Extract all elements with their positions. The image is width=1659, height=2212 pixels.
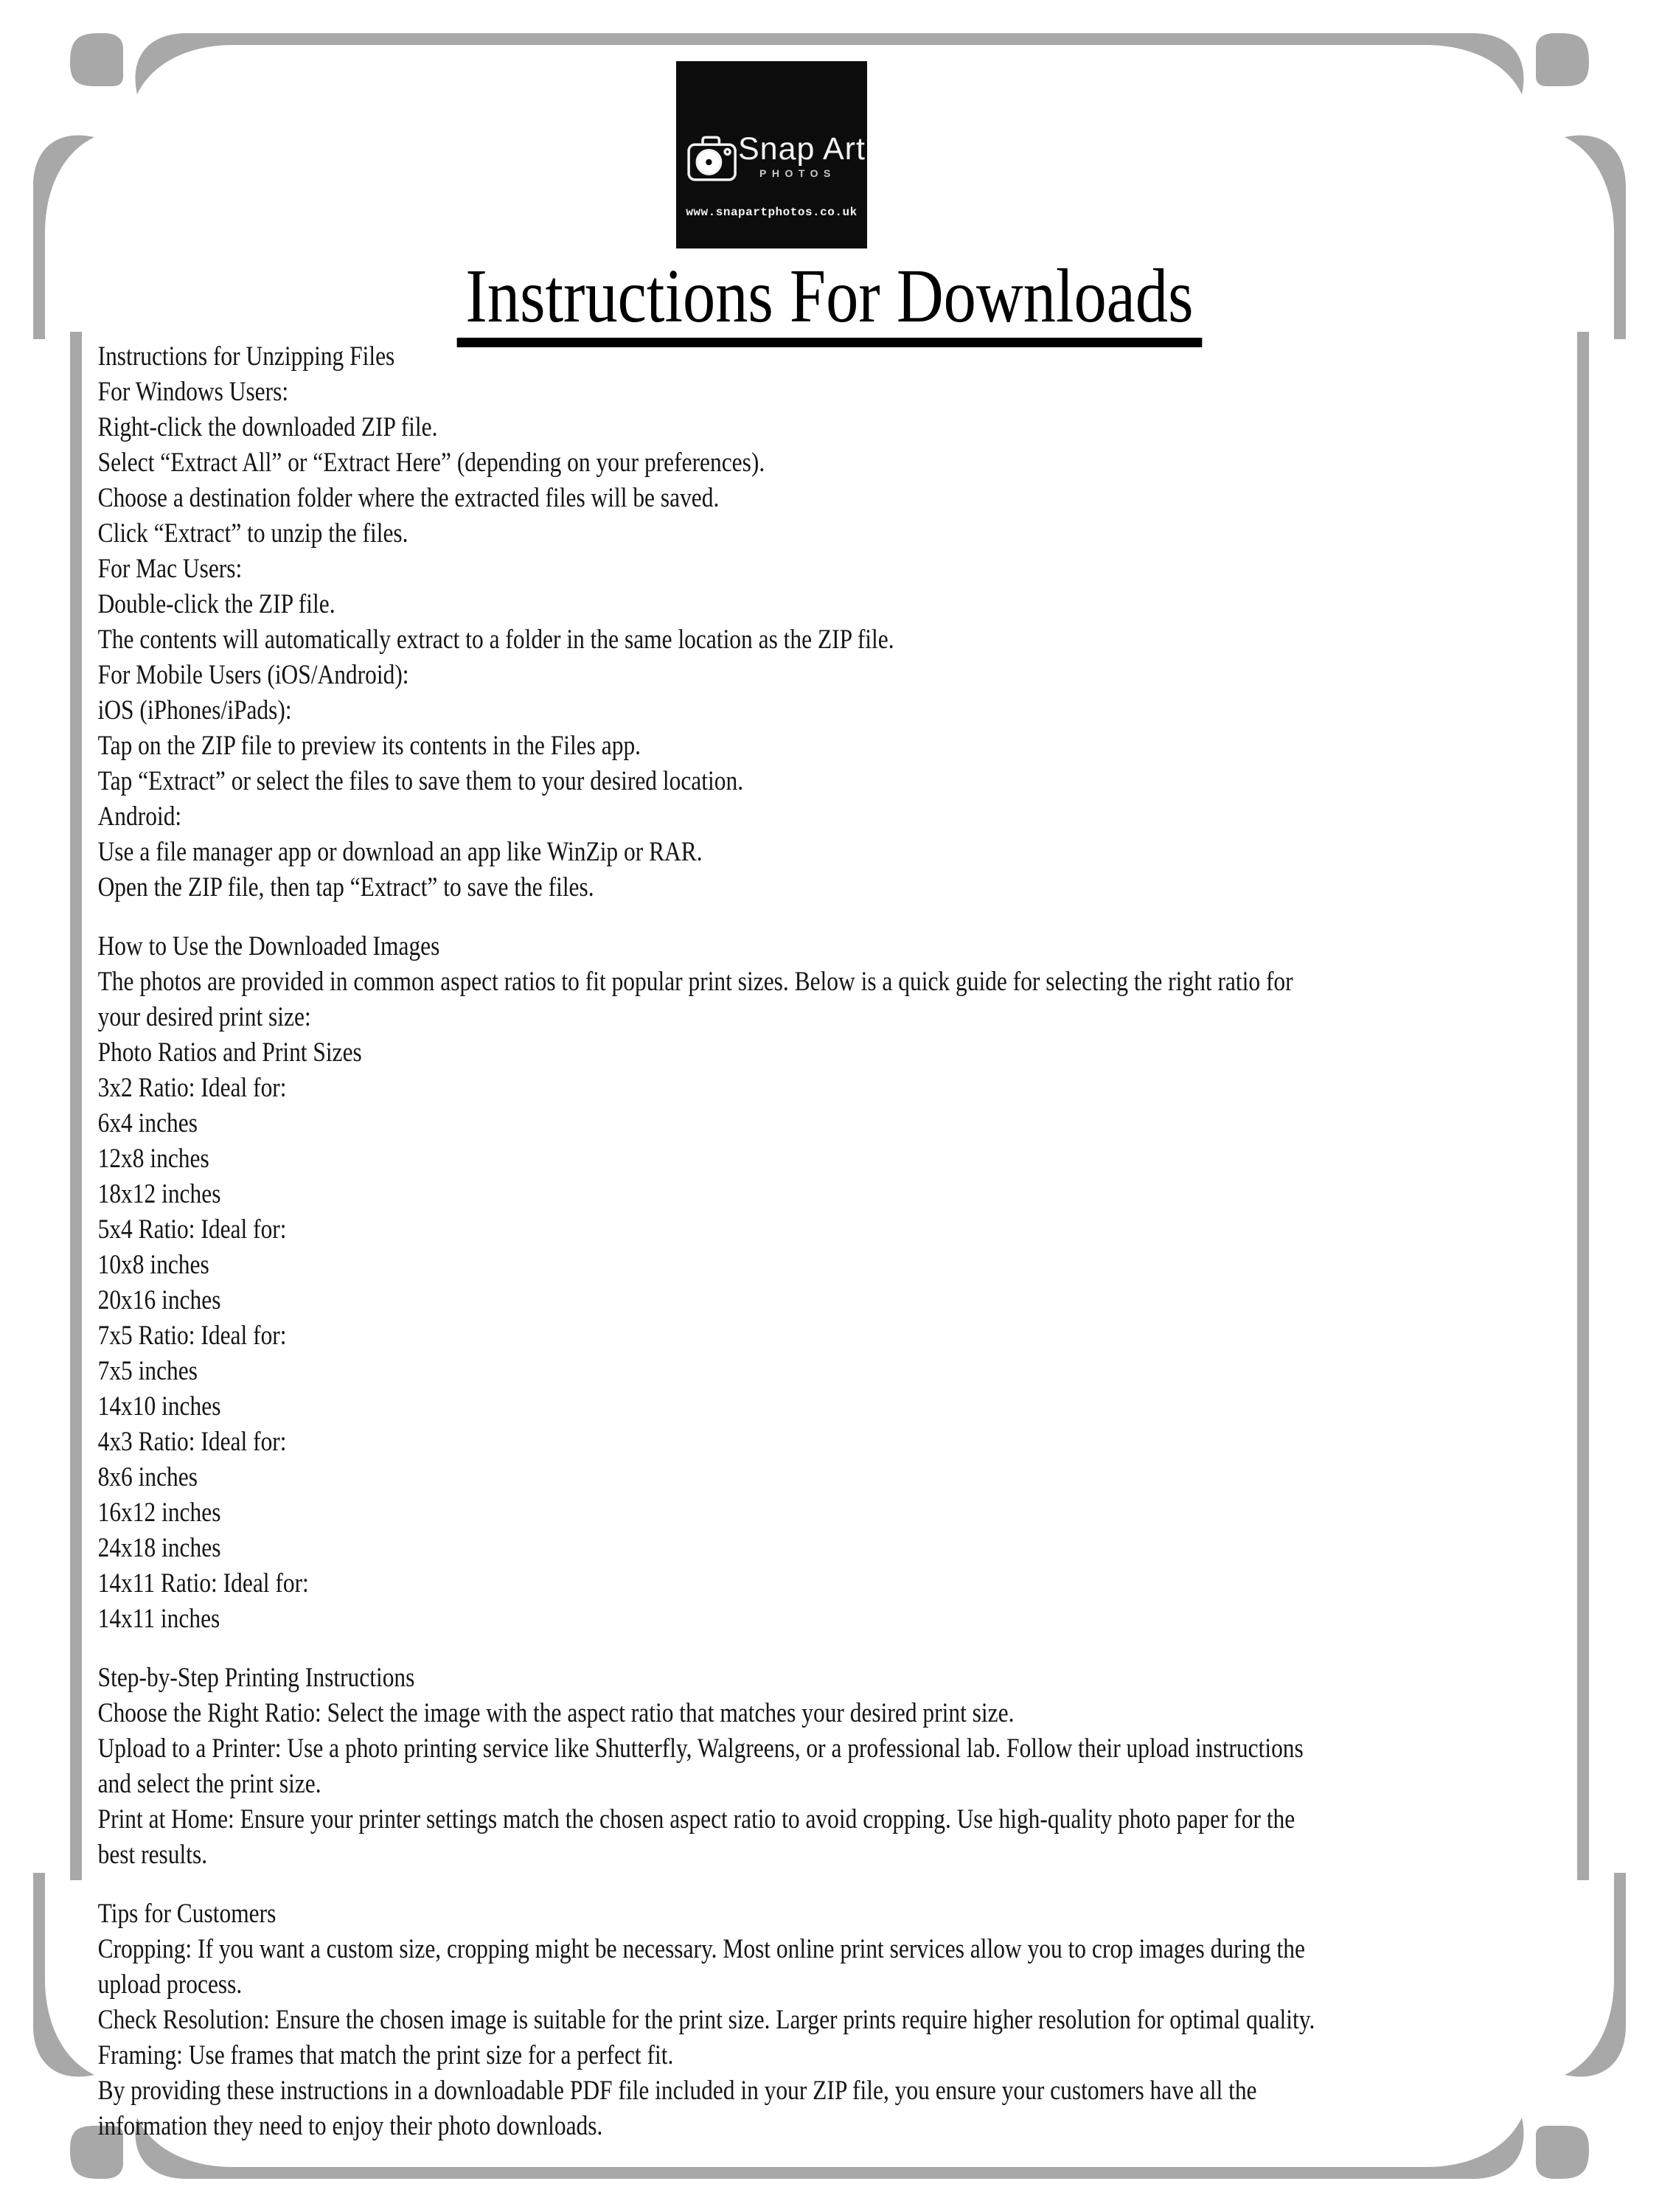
text-line: 16x12 inches: [97, 1498, 221, 1528]
text-line: iOS (iPhones/iPads):: [97, 695, 292, 726]
text-line: The photos are provided in common aspect ratios to fit popular print sizes. Below is a quick guide for selecting the right ratio for: [97, 967, 1293, 997]
text-line: 7x5 inches: [97, 1356, 198, 1386]
text-line: 24x18 inches: [97, 1533, 221, 1563]
text-line: Tips for Customers: [97, 1899, 276, 1929]
text-line: Tap on the ZIP file to preview its contents in the Files app.: [97, 731, 641, 761]
text-line: 4x3 Ratio: Ideal for:: [97, 1427, 287, 1457]
text-line: upload process.: [97, 1969, 243, 2000]
text-line: Framing: Use frames that match the print size for a perfect fit.: [97, 2040, 674, 2070]
text-line: and select the print size.: [97, 1769, 321, 1799]
text-line: Photo Ratios and Print Sizes: [97, 1037, 362, 1068]
text-line: Use a file manager app or download an app like WinZip or RAR.: [97, 837, 703, 867]
text-line: Click “Extract” to unzip the files.: [97, 518, 408, 549]
text-line: Choose the Right Ratio: Select the image with the aspect ratio that matches your desired print size.: [97, 1698, 1015, 1728]
document-section: [98, 1896, 1315, 2144]
text-line: 8x6 inches: [97, 1462, 198, 1492]
text-line: Open the ZIP file, then tap “Extract” to save the files.: [97, 872, 594, 902]
text-line: Android:: [97, 801, 182, 832]
document-section: [98, 929, 1315, 1637]
text-line: For Mac Users:: [97, 554, 243, 584]
text-line: Instructions for Unzipping Files: [97, 341, 395, 372]
brand-subtitle: PHOTOS: [759, 167, 836, 179]
text-line: By providing these instructions in a downloadable PDF file included in your ZIP file, you ensure your customers have all the: [97, 2076, 1257, 2106]
text-line: Check Resolution: Ensure the chosen image is suitable for the print size. Larger prints require higher resolution for optimal quality.: [97, 2005, 1315, 2035]
brand-logo: [676, 61, 867, 248]
text-line: Right-click the downloaded ZIP file.: [97, 412, 438, 442]
text-line: Select “Extract All” or “Extract Here” (depending on your preferences).: [97, 448, 765, 478]
text-line: 12x8 inches: [97, 1144, 209, 1174]
text-line: best results.: [97, 1840, 208, 1870]
camera-icon: [687, 134, 739, 183]
text-line: Step-by-Step Printing Instructions: [97, 1663, 415, 1693]
text-line: Double-click the ZIP file.: [97, 589, 335, 619]
text-line: For Windows Users:: [97, 377, 289, 407]
page-title: Instructions For Downloads: [457, 258, 1203, 347]
text-line: 3x2 Ratio: Ideal for:: [97, 1073, 287, 1103]
text-line: 14x10 inches: [97, 1391, 221, 1422]
text-line: 18x12 inches: [97, 1179, 221, 1209]
text-line: 7x5 Ratio: Ideal for:: [97, 1321, 287, 1351]
text-line: Print at Home: Ensure your printer settings match the chosen aspect ratio to avoid cropping. Use high-quality photo paper for the: [97, 1804, 1295, 1834]
text-line: Cropping: If you want a custom size, cropping might be necessary. Most online print services allow you to crop images during the: [97, 1934, 1305, 1964]
text-line: How to Use the Downloaded Images: [97, 931, 440, 961]
text-line: For Mobile Users (iOS/Android):: [97, 660, 409, 690]
text-line: information they need to enjoy their photo downloads.: [97, 2111, 603, 2141]
text-line: your desired print size:: [97, 1002, 311, 1032]
text-line: Upload to a Printer: Use a photo printing service like Shutterfly, Walgreens, or a professional lab. Follow their upload instructions: [97, 1733, 1304, 1764]
title-wrap: [0, 254, 1659, 347]
text-line: 5x4 Ratio: Ideal for:: [97, 1214, 287, 1245]
text-line: 6x4 inches: [97, 1108, 198, 1138]
brand-url: www.snapartphotos.co.uk: [686, 206, 858, 219]
text-line: Choose a destination folder where the extracted files will be saved.: [97, 483, 720, 513]
document-section: [98, 1660, 1315, 1873]
text-line: 14x11 Ratio: Ideal for:: [97, 1568, 309, 1599]
text-line: The contents will automatically extract to a folder in the same location as the ZIP file.: [97, 625, 894, 655]
text-line: 14x11 inches: [97, 1604, 220, 1634]
document-body: [98, 339, 1315, 2144]
text-line: 20x16 inches: [97, 1285, 221, 1315]
text-line: 10x8 inches: [97, 1250, 209, 1280]
text-line: Tap “Extract” or select the files to save them to your desired location.: [97, 766, 744, 796]
document-section: [98, 339, 1315, 905]
brand-name: Snap Art: [738, 131, 866, 167]
